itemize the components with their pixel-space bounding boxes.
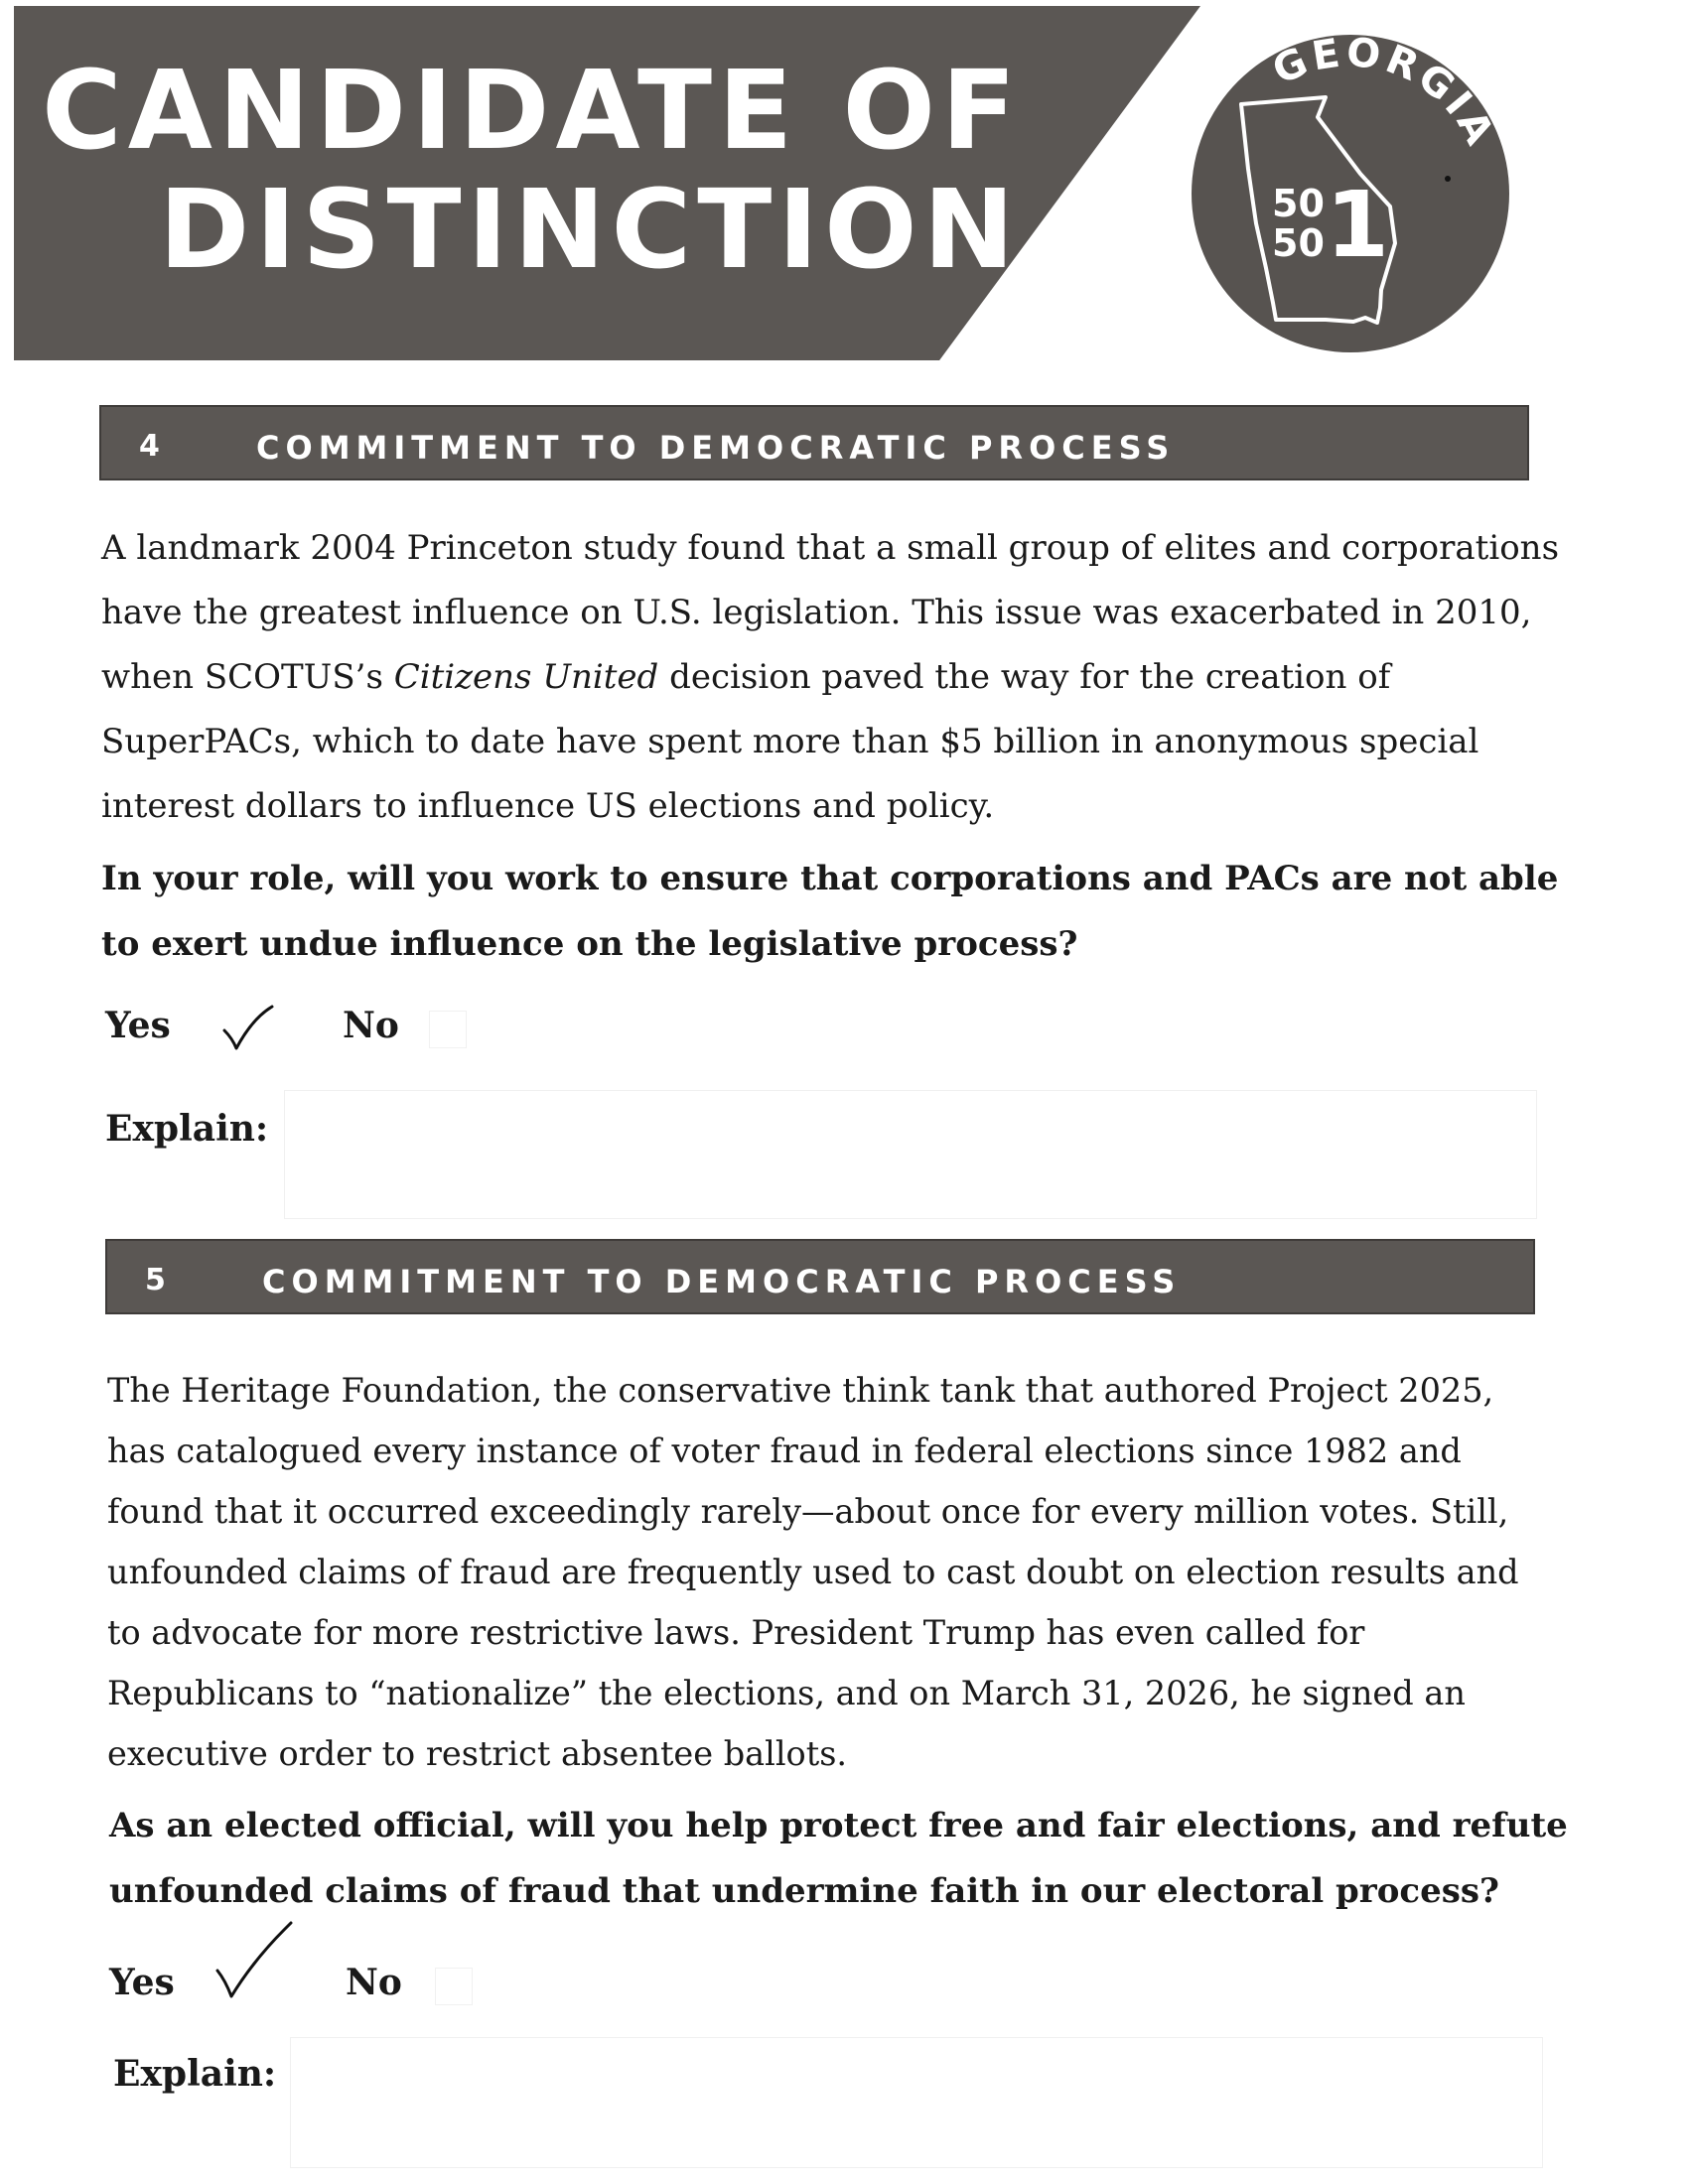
seal-number-right: 1 [1326, 172, 1390, 278]
section-5-no-checkbox[interactable] [435, 1968, 473, 2005]
section-5-yes-checkmark-icon[interactable] [213, 1921, 298, 2005]
georgia-5050-seal [1187, 30, 1514, 357]
section-5-no-label: No [346, 1962, 402, 2003]
section-4-paragraph-part1: A landmark 2004 Princeton study found that a small group of elites and corporations have the greatest influence on U.S. legislation. This issue was exacerbated in 2010, when SCOTUS’s [101, 528, 1560, 697]
seal-number-bottom: 50 [1272, 221, 1325, 265]
seal-ring-text: GEORGIA [1266, 30, 1504, 156]
section-4-explain-label: Explain: [105, 1108, 269, 1150]
section-5-question: As an elected official, will you help protect free and fair elections, and refute unfounded claims of fraud that undermine faith in our electoral process? [109, 1806, 1568, 1911]
section-5-header [105, 1239, 1535, 1314]
section-5-explain-label: Explain: [113, 2053, 277, 2095]
section-4-yes-checkmark-icon[interactable] [218, 1003, 278, 1052]
section-5-explain-field[interactable] [290, 2037, 1543, 2168]
section-4-explain-field[interactable] [284, 1090, 1537, 1219]
section-5-number: 5 [145, 1263, 166, 1297]
section-4-yes-label: Yes [105, 1005, 171, 1046]
seal-number-top: 50 [1272, 182, 1325, 225]
section-5-yes-label: Yes [109, 1962, 175, 2003]
section-4-title: COMMITMENT TO DEMOCRATIC PROCESS [256, 429, 1176, 467]
section-4-paragraph [101, 516, 1561, 839]
section-4-question: In your role, will you work to ensure that corporations and PACs are not able to exert undue influence on the legislative process? [101, 859, 1559, 964]
section-4-header [99, 405, 1529, 480]
page-title-line1: CANDIDATE OF [42, 47, 1023, 174]
section-5-paragraph: The Heritage Foundation, the conservative think tank that authored Project 2025, has catalogued every instance of voter fraud in federal elections since 1982 and found that it occurred exceedingly rarely—about once for every million votes. Still, unfounded claims of fraud are frequently used to cast doubt on election results and to advocate for more restrictive laws. President Trump has even called for Republicans to “nationalize” the elections, and on March 31, 2026, he signed an executive order to restrict absentee ballots. [107, 1371, 1519, 1773]
section-5-title: COMMITMENT TO DEMOCRATIC PROCESS [262, 1263, 1182, 1300]
section-4-no-checkbox[interactable] [429, 1011, 467, 1048]
section-4-no-label: No [343, 1005, 399, 1046]
page-title-line2: DISTINCTION [159, 166, 1021, 293]
section-4-number: 4 [139, 429, 160, 464]
section-4-paragraph-part2: decision paved the way for the creation of SuperPACs, which to date have spent more than $5 billion in anonymous special interest dollars to influence US elections and policy. [101, 657, 1479, 826]
section-4-paragraph-italic: Citizens United [393, 657, 659, 697]
